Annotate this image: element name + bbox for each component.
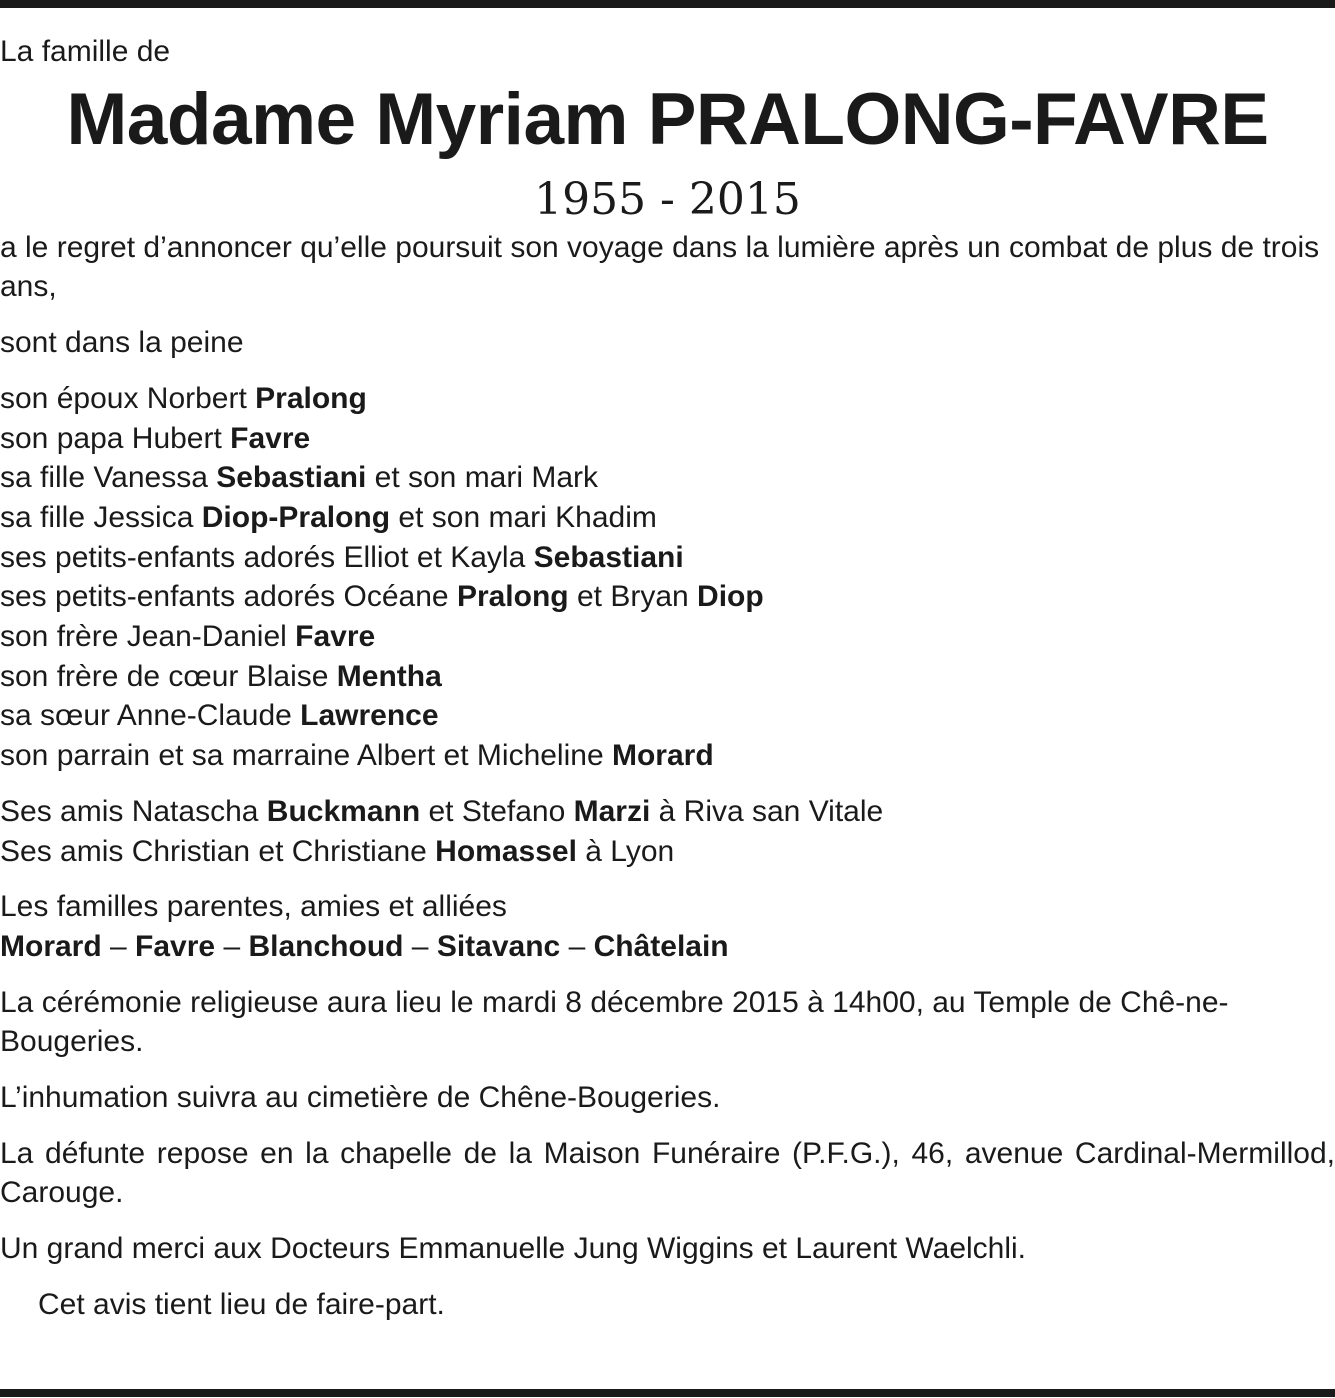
friends-line: Ses amis Natascha Buckmann et Stefano Marzi à Riva san Vitale — [0, 794, 884, 828]
family-line: sa fille Jessica Diop-Pralong et son mari Khadim — [0, 500, 657, 534]
family-line: son papa Hubert Favre — [0, 421, 311, 455]
family-line: son époux Norbert Pralong — [0, 381, 367, 415]
closing-text: Cet avis tient lieu de faire-part. — [38, 1287, 445, 1321]
family-line: son parrain et sa marraine Albert et Micheline Morard — [0, 739, 714, 773]
family-line: sa sœur Anne-Claude Lawrence — [0, 699, 439, 733]
thanks-text: Un grand merci aux Docteurs Emmanuelle Jung Wiggins et Laurent Waelchli. — [0, 1232, 1027, 1266]
friends-line: Ses amis Christian et Christiane Homassel à Lyon — [0, 834, 675, 868]
family-list — [0, 379, 1335, 776]
deceased-name: Madame Myriam PRALONG-FAVRE — [66, 78, 1269, 160]
rest-text: La défunte repose en la chapelle de la Maison Funéraire (P.F.G.), 46, avenue Cardinal-Mermillod, Carouge. — [0, 1136, 1335, 1210]
family-line: ses petits-enfants adorés Elliot et Kayla Sebastiani — [0, 540, 684, 574]
intro-text: La famille de — [0, 35, 171, 68]
announcement-text: a le regret d’annoncer qu’elle poursuit son voyage dans la lumière après un combat de plus de trois ans, — [0, 230, 1320, 304]
families-block — [0, 887, 1335, 966]
ceremony-text: La cérémonie religieuse aura lieu le mardi 8 décembre 2015 à 14h00, au Temple de Chê-ne-Bougeries. — [0, 985, 1229, 1059]
families-intro: Les familles parentes, amies et alliées — [0, 890, 507, 924]
obituary-notice — [0, 32, 1335, 1325]
family-line: son frère Jean-Daniel Favre — [0, 620, 376, 654]
top-rule — [0, 0, 1335, 8]
life-years: 1955 - 2015 — [534, 173, 801, 225]
friends-list — [0, 792, 1335, 871]
mourning-intro: sont dans la peine — [0, 326, 244, 360]
burial-text: L’inhumation suivra au cimetière de Chêne-Bougeries. — [0, 1081, 721, 1115]
family-line: sa fille Vanessa Sebastiani et son mari Mark — [0, 461, 599, 495]
family-line: ses petits-enfants adorés Océane Pralong et Bryan Diop — [0, 580, 764, 614]
bottom-rule — [0, 1389, 1335, 1397]
families-names: Morard – Favre – Blanchoud – Sitavanc – Châtelain — [0, 929, 729, 963]
family-line: son frère de cœur Blaise Mentha — [0, 659, 442, 693]
